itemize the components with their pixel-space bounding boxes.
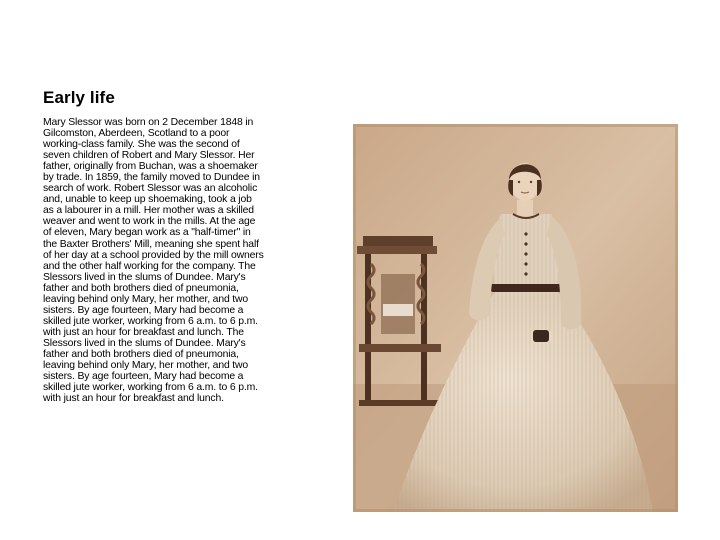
portrait-photo xyxy=(353,124,678,512)
section-heading: Early life xyxy=(43,88,115,107)
portrait-photo-illustration xyxy=(353,124,678,512)
dress-belt xyxy=(491,284,563,292)
body-paragraph: Mary Slessor was born on 2 December 1848 in Gilcomston, Aberdeen, Scotland to a poor working-class family. She was the second of seven children of Robert and Mary Slessor. Her father, originally from Buchan, was a shoemaker by trade. In 1859, the family moved to Dundee in search of work. Robert Slessor was an alcoholic and, unable to keep up shoemaking, took a job as a labourer in a mill. Her mother was a skilled weaver and went to work in the mills. At the age of eleven, Mary began work as a "half-timer" in the Baxter Brothers' Mill, meaning she spent half of her day at a school provided by the mill owners and the other half working for the company. The Slessors lived in the slums of Dundee. Mary's father and both brothers died of pneumonia, leaving behind only Mary, her mother, and two sisters. By age fourteen, Mary had become a skilled jute worker, working from 6 a.m. to 6 p.m. with just an hour for breakfast and lunch. The Slessors lived in the slums of Dundee. Mary's father and both brothers died of pneumonia, leaving behind only Mary, her mother, and two sisters. By age fourteen, Mary had become a skilled jute worker, working from 6 a.m. to 6 p.m. with just an hour for breakfast and lunch. xyxy=(43,117,264,405)
